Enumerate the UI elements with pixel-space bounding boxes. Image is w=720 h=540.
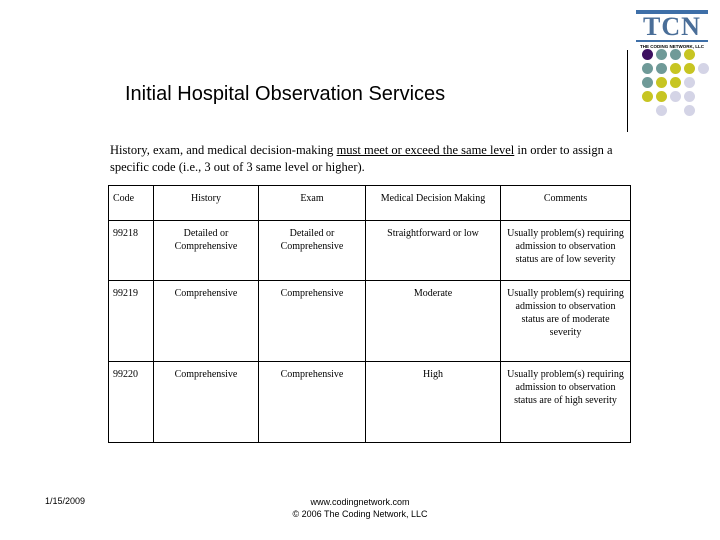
decorative-dot <box>656 105 667 116</box>
cell-exam: Comprehensive <box>259 281 366 362</box>
footer-copyright: © 2006 The Coding Network, LLC <box>292 509 428 519</box>
header-code: Code <box>109 186 154 221</box>
decorative-dot <box>684 91 695 102</box>
intro-after: in order to assign a specific code (i.e., 3 out of 3 same level or higher). <box>110 143 613 174</box>
decorative-dot <box>684 63 695 74</box>
intro-before: History, exam, and medical decision-making <box>110 143 337 157</box>
decorative-dot <box>684 49 695 60</box>
cell-code: 99219 <box>109 281 154 362</box>
decorative-dot <box>642 77 653 88</box>
codes-table <box>108 185 631 443</box>
cell-exam: Detailed or Comprehensive <box>259 221 366 281</box>
intro-emphasis: must meet or exceed the same level <box>336 143 515 157</box>
cell-mdm: High <box>366 362 501 443</box>
tcn-logo <box>636 10 708 49</box>
decorative-dot <box>684 105 695 116</box>
cell-history: Comprehensive <box>154 362 259 443</box>
cell-mdm: Moderate <box>366 281 501 362</box>
slide-title: Initial Hospital Observation Services <box>125 83 446 105</box>
cell-exam: Comprehensive <box>259 362 366 443</box>
cell-mdm: Straightforward or low <box>366 221 501 281</box>
decorative-dot <box>670 49 681 60</box>
cell-comments: Usually problem(s) requiring admission to observation status are of moderate severity <box>501 281 631 362</box>
decorative-dot <box>656 91 667 102</box>
table-row <box>109 362 631 443</box>
cell-code: 99220 <box>109 362 154 443</box>
header-mdm: Medical Decision Making <box>366 186 501 221</box>
footer <box>200 496 520 520</box>
cell-comments: Usually problem(s) requiring admission to observation status are of high severity <box>501 362 631 443</box>
decorative-dot <box>656 77 667 88</box>
decorative-dot <box>670 63 681 74</box>
logo-subtitle: THE CODING NETWORK, LLC <box>640 44 704 49</box>
logo-text: TCN <box>636 10 708 42</box>
footer-url: www.codingnetwork.com <box>310 497 410 507</box>
decorative-dot <box>670 91 681 102</box>
cell-history: Detailed or Comprehensive <box>154 221 259 281</box>
decorative-dot <box>656 63 667 74</box>
decorative-dot <box>642 49 653 60</box>
slide-date: 1/15/2009 <box>45 496 86 506</box>
decorative-dot <box>684 77 695 88</box>
divider-line <box>627 50 628 132</box>
cell-comments: Usually problem(s) requiring admission to observation status are of low severity <box>501 221 631 281</box>
intro-text <box>110 142 620 176</box>
header-comments: Comments <box>501 186 631 221</box>
decorative-dot <box>656 49 667 60</box>
cell-history: Comprehensive <box>154 281 259 362</box>
cell-code: 99218 <box>109 221 154 281</box>
table-row <box>109 281 631 362</box>
header-exam: Exam <box>259 186 366 221</box>
header-history: History <box>154 186 259 221</box>
decorative-dot <box>642 63 653 74</box>
decorative-dot <box>642 91 653 102</box>
table-header-row <box>109 186 631 221</box>
decorative-dot <box>670 77 681 88</box>
table-row <box>109 221 631 281</box>
decorative-dot <box>698 63 709 74</box>
